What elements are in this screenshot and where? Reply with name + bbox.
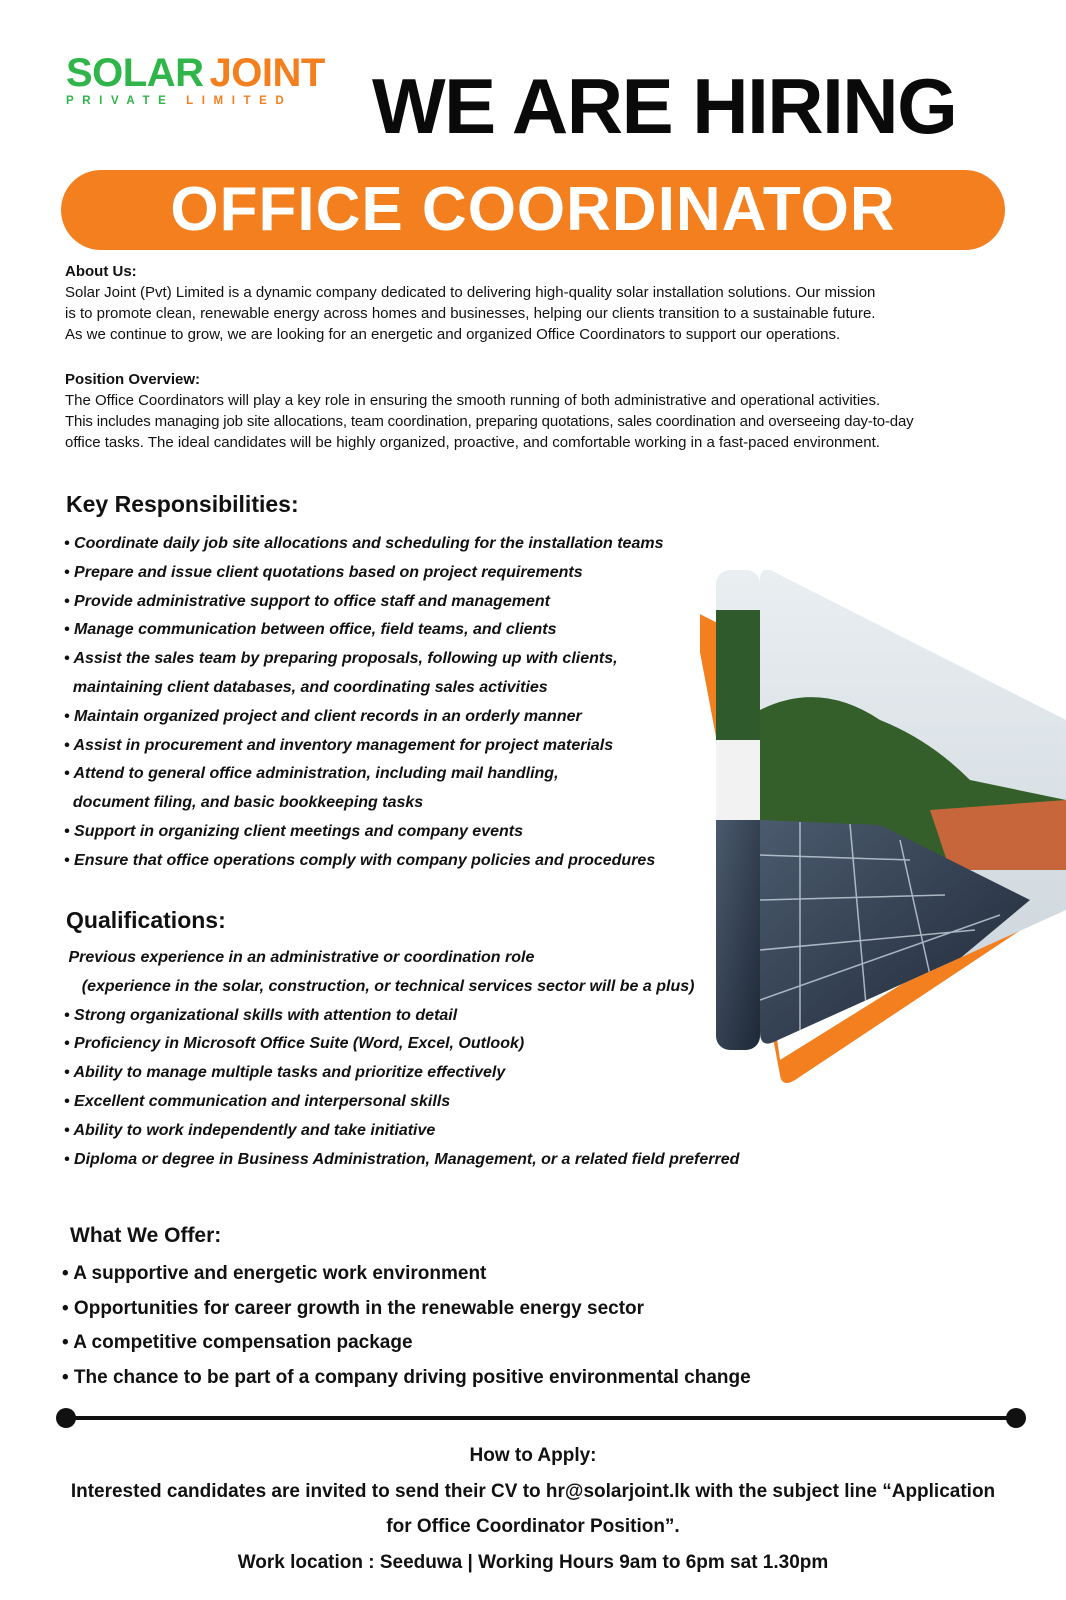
list-item: • The chance to be part of a company driving positive environmental change [62,1366,751,1388]
solar-panel-photo [700,570,1066,1110]
offer-list [62,1257,751,1395]
list-item: • Prepare and issue client quotations based on project requirements [64,563,583,581]
list-item: • Assist the sales team by preparing proposals, following up with clients, [64,650,618,668]
list-item: • Assist in procurement and inventory management for project materials [64,736,614,754]
list-item: • Diploma or degree in Business Administration, Management, or a related field preferred [64,1150,740,1168]
list-item: (experience in the solar, construction, or technical services sector will be a plus) [64,977,695,995]
qualifications-list [64,944,739,1174]
logo-wordmark [66,52,356,94]
list-item: • Manage communication between office, field teams, and clients [64,621,557,639]
list-item: • Coordinate daily job site allocations and scheduling for the installation teams [64,535,664,552]
about-section [65,262,1025,345]
list-item: • Strong organizational skills with attention to detail [64,1006,458,1024]
list-item: • Ensure that office operations comply with company policies and procedures [64,851,656,869]
responsibilities-heading: Key Responsibilities: [66,491,299,517]
overview-section [65,370,1035,453]
about-heading: About Us: [65,263,137,280]
list-item: • Attend to general office administration, including mail handling, [64,765,559,783]
list-item: • Ability to work independently and take initiative [64,1121,436,1139]
responsibilities-list [64,530,663,876]
divider-dot-left [56,1408,76,1428]
list-item: • Excellent communication and interpersonal skills [64,1092,451,1110]
apply-heading: How to Apply: [469,1445,597,1466]
qualifications-heading: Qualifications: [66,907,226,933]
list-item: • Opportunities for career growth in the renewable energy sector [62,1297,645,1319]
overview-line: The Office Coordinators will play a key role in ensuring the smooth running of both administrative and operational activities. [65,392,881,409]
list-item: maintaining client databases, and coordinating sales activities [64,678,548,696]
logo-word-joint: JOINT [209,51,325,95]
logo-sub-private: PRIVATE [66,95,175,107]
list-item: document filing, and basic bookkeeping tasks [64,794,424,812]
divider-dot-right [1006,1408,1026,1428]
list-item: • A competitive compensation package [62,1332,413,1353]
about-line: is to promote clean, renewable energy across homes and businesses, helping our clients transition to a sustainable future. [65,305,876,322]
overview-line: office tasks. The ideal candidates will be highly organized, proactive, and comfortable working in a fast-paced environment. [65,434,880,451]
list-item: • Maintain organized project and client records in an orderly manner [64,707,582,725]
list-item: • A supportive and energetic work environment [62,1263,487,1284]
list-item: • Ability to manage multiple tasks and prioritize effectively [64,1064,506,1082]
apply-line-1: Interested candidates are invited to send their CV to hr@solarjoint.lk with the subject line “Application [70,1481,996,1502]
offer-heading: What We Offer: [70,1224,222,1247]
position-banner: OFFICE COORDINATOR [61,170,1005,250]
list-item: • Proficiency in Microsoft Office Suite (Word, Excel, Outlook) [64,1035,525,1053]
list-item: • Provide administrative support to office staff and management [64,592,550,610]
apply-line-2: for Office Coordinator Position”. [386,1516,680,1537]
list-item: • Support in organizing client meetings and company events [64,822,523,840]
logo-subtitle [66,94,356,108]
company-logo [66,52,356,108]
work-details: Work location : Seeduwa | Working Hours 9am to 6pm sat 1.30pm [237,1552,829,1573]
about-line: Solar Joint (Pvt) Limited is a dynamic company dedicated to delivering high-quality solar installation solutions. Our mission [65,284,876,301]
hiring-headline: WE ARE HIRING [372,62,957,150]
logo-word-solar: SOLAR [66,51,204,95]
logo-sub-limited: LIMITED [186,95,293,107]
list-item: Previous experience in an administrative or coordination role [64,949,535,966]
overview-heading: Position Overview: [65,371,201,388]
about-line: As we continue to grow, we are looking for an energetic and organized Office Coordinators to support our operations. [65,326,841,343]
overview-line: This includes managing job site allocations, team coordination, preparing quotations, sales coordination and overseeing day-to-day [65,413,914,430]
divider-line [64,1416,1016,1420]
